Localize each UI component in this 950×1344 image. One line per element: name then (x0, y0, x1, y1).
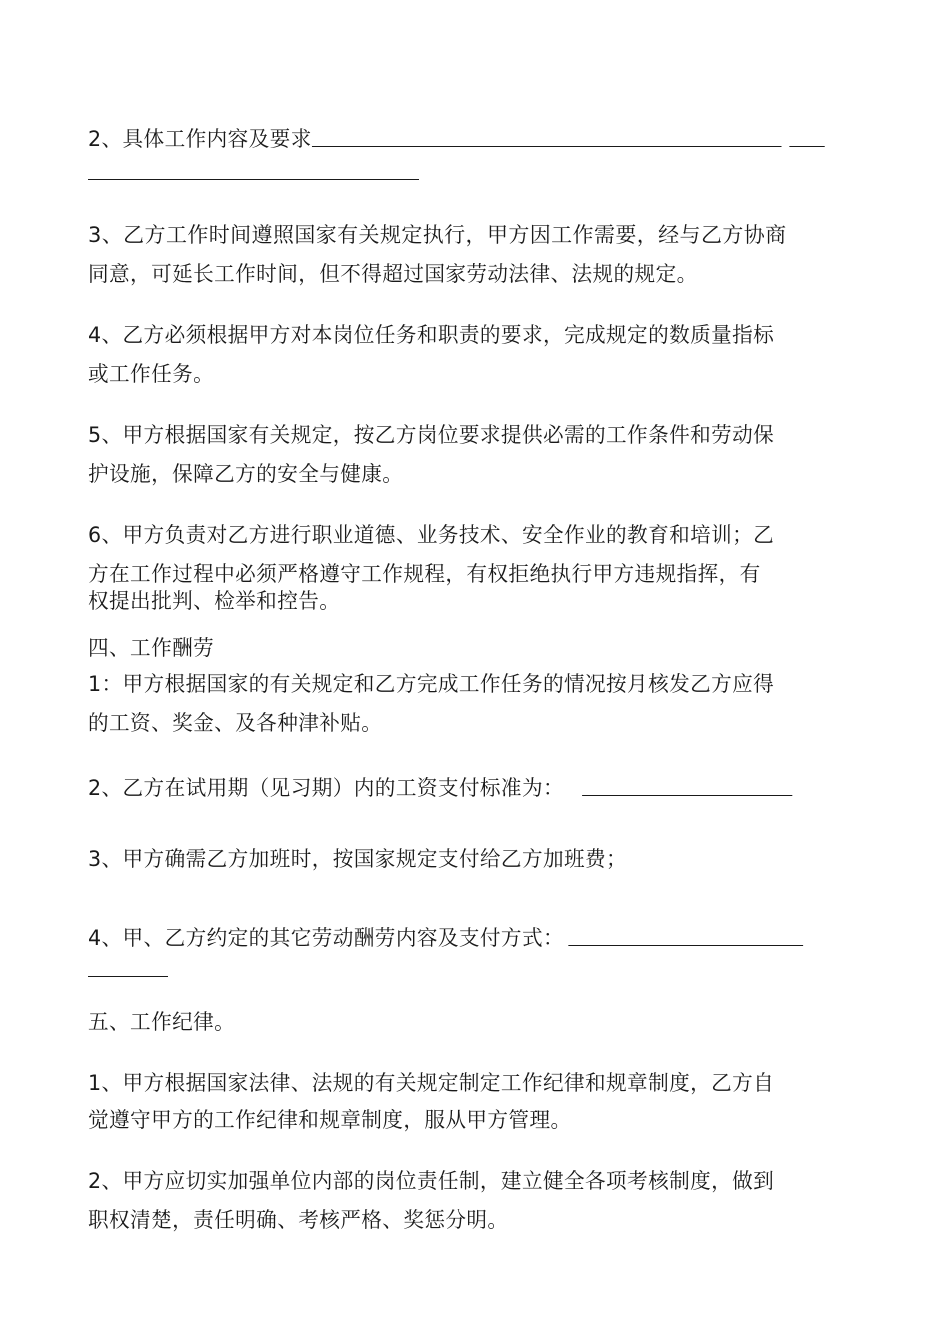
paragraph-line (88, 464, 864, 485)
text-line: 的工资、奖金、及各种津补贴。 (88, 711, 383, 735)
text-line: 1、甲方根据国家法律、法规的有关规定制定工作纪律和规章制度，乙方自 (88, 1071, 775, 1095)
paragraph-line (88, 564, 864, 585)
paragraph-line (88, 674, 864, 695)
paragraph-line (88, 364, 864, 385)
text-line: 或工作任务。 (88, 362, 215, 386)
section-title: 五、工作纪律。 (88, 1010, 236, 1034)
text-line: 4、乙方必须根据甲方对本岗位任务和职责的要求，完成规定的数质量指标 (88, 323, 775, 347)
fill-in-blank-continuation[interactable] (88, 976, 168, 977)
fill-in-blank[interactable] (312, 126, 782, 147)
text-line: 2、具体工作内容及要求 (88, 127, 312, 151)
section-heading-5 (88, 1012, 864, 1033)
section-heading-4 (88, 638, 864, 659)
text-line: 5、甲方根据国家有关规定，按乙方岗位要求提供必需的工作条件和劳动保 (88, 423, 775, 447)
paragraph-line (88, 325, 864, 346)
text-line: 3、甲方确需乙方加班时，按国家规定支付给乙方加班费； (88, 847, 628, 871)
text-line: 护设施，保障乙方的安全与健康。 (88, 462, 404, 486)
clause-2-work-content (88, 125, 864, 150)
text-line: 3、乙方工作时间遵照国家有关规定执行，甲方因工作需要，经与乙方协商 (88, 223, 787, 247)
fill-in-blank[interactable] (582, 775, 792, 796)
paragraph-line (88, 525, 864, 546)
paragraph-line (88, 425, 864, 446)
text-line: 同意，可延长工作时间，但不得超过国家劳动法律、法规的规定。 (88, 262, 698, 286)
text-line: 职权清楚，责任明确、考核严格、奖惩分明。 (88, 1208, 509, 1232)
text-line: 觉遵守甲方的工作纪律和规章制度，服从甲方管理。 (88, 1108, 572, 1132)
fill-in-blank[interactable] (568, 925, 803, 946)
text-line: 4、甲、乙方约定的其它劳动酬劳内容及支付方式： (88, 926, 564, 950)
paragraph-line (88, 1171, 864, 1192)
paragraph-line (88, 264, 864, 285)
clause-other-pay (88, 924, 864, 949)
text-line: 2、甲方应切实加强单位内部的岗位责任制，建立健全各项考核制度，做到 (88, 1169, 775, 1193)
paragraph-line (88, 1210, 864, 1231)
text-line: 1：甲方根据国家的有关规定和乙方完成工作任务的情况按月核发乙方应得 (88, 672, 775, 696)
text-line: 2、乙方在试用期（见习期）内的工资支付标准为： (88, 776, 564, 800)
paragraph-line (88, 713, 864, 734)
fill-in-blank[interactable] (789, 126, 824, 147)
paragraph-line (88, 591, 864, 612)
text-line: 权提出批判、检举和控告。 (88, 589, 341, 613)
text-line: 6、甲方负责对乙方进行职业道德、业务技术、安全作业的教育和培训；乙 (88, 523, 775, 547)
fill-in-blank-continuation[interactable] (88, 179, 419, 180)
clause-probation-wage (88, 774, 864, 799)
paragraph-line (88, 1073, 864, 1094)
text-line: 方在工作过程中必须严格遵守工作规程，有权拒绝执行甲方违规指挥，有 (88, 562, 761, 586)
paragraph-line (88, 225, 864, 246)
section-title: 四、工作酬劳 (88, 636, 215, 660)
paragraph-line (88, 849, 864, 870)
paragraph-line (88, 1110, 864, 1131)
